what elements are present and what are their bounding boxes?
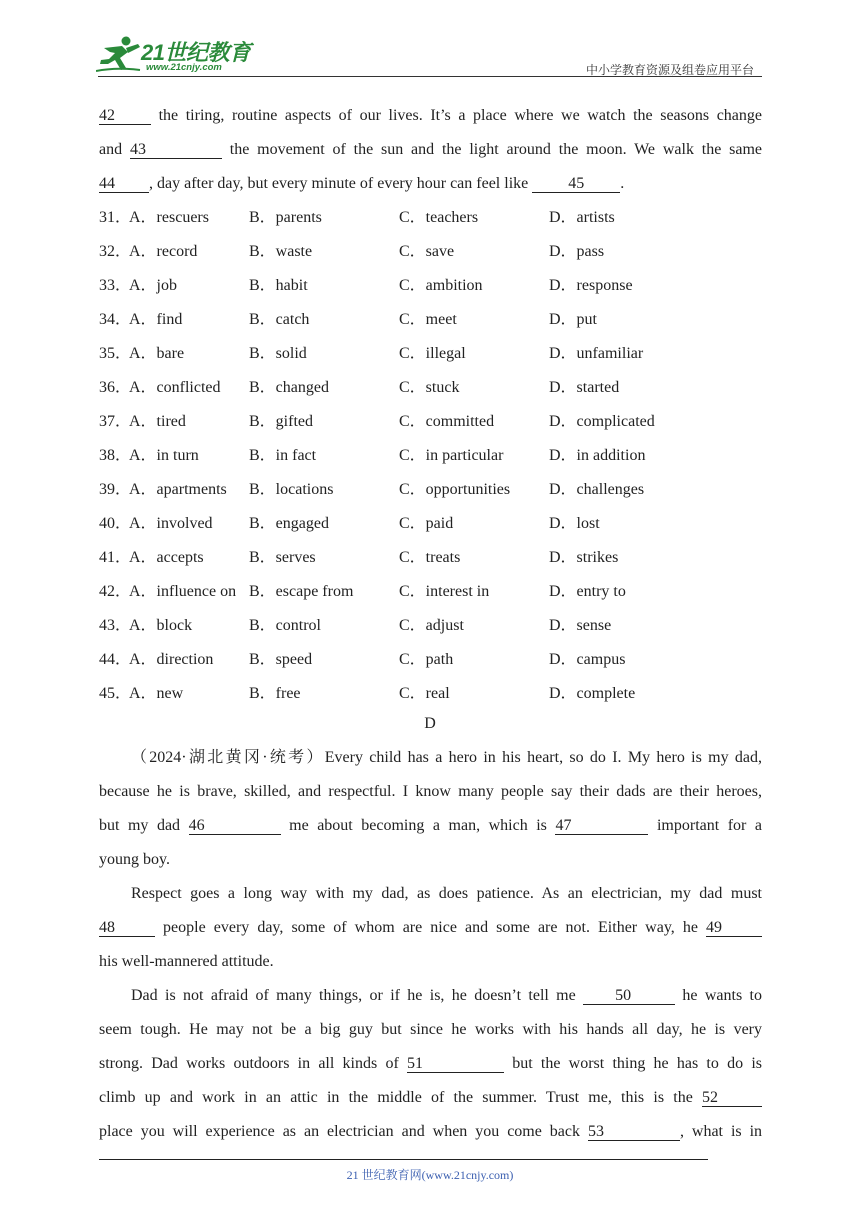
option-b[interactable]: B．catch — [249, 311, 310, 328]
passage-line: his well-mannered attitude. — [99, 953, 274, 970]
passage-line — [99, 1122, 762, 1142]
passage-text: the movement of the sun and the light around the moon. We walk the same — [221, 141, 763, 158]
logo-url: www.21cnjy.com — [146, 62, 222, 73]
section-title: D — [424, 715, 436, 732]
question-number: 44． — [99, 651, 132, 668]
option-a[interactable]: A．influence on — [129, 583, 237, 600]
question-number: 41． — [99, 549, 132, 566]
runner-icon — [96, 34, 142, 74]
passage-line — [99, 140, 762, 160]
passage-line: seem tough. He may not be a big guy but since he works with his hands all day, he is very — [99, 1021, 762, 1038]
question-number: 36． — [99, 379, 132, 396]
option-d[interactable]: D．sense — [549, 617, 612, 634]
header-divider — [98, 76, 762, 77]
passage-text: , day after day, but every minute of every hour can feel like — [149, 175, 533, 192]
footer-link[interactable]: 21 世纪教育网(www.21cnjy.com) — [346, 1168, 514, 1182]
passage-line — [99, 106, 762, 126]
blank-46: 46 — [189, 817, 281, 835]
passage-text: the tiring, routine aspects of our lives. It’s a place where we watch the seasons change — [151, 107, 762, 124]
option-c[interactable]: C．adjust — [399, 617, 464, 634]
passage-line: Respect goes a long way with my dad, as does patience. As an electrician, my dad must — [131, 885, 762, 902]
question-number: 35． — [99, 345, 132, 362]
question-row — [99, 208, 762, 228]
option-c[interactable]: C．stuck — [399, 379, 460, 396]
passage-line — [99, 174, 762, 194]
option-b[interactable]: B．habit — [249, 277, 308, 294]
option-b[interactable]: B．locations — [249, 481, 334, 498]
option-b[interactable]: B．serves — [249, 549, 316, 566]
passage-text: me about becoming a man, which is — [280, 817, 556, 834]
option-d[interactable]: D．unfamiliar — [549, 345, 644, 362]
option-c[interactable]: C．path — [399, 651, 454, 668]
option-b[interactable]: B．free — [249, 685, 301, 702]
question-number: 45． — [99, 685, 132, 702]
option-b[interactable]: B．in fact — [249, 447, 317, 464]
passage-text: climb up and work in an attic in the middle of the summer. Trust me, this is the — [99, 1089, 702, 1106]
question-number: 31． — [99, 209, 132, 226]
blank-45: 45 — [532, 175, 620, 193]
option-d[interactable]: D．started — [549, 379, 620, 396]
option-a[interactable]: A．record — [129, 243, 198, 260]
blank-49: 49 — [706, 919, 762, 937]
question-row — [99, 276, 762, 296]
passage-line: because he is brave, skilled, and respectful. I know many people say their dads are their heroes, — [99, 783, 762, 800]
blank-50: 50 — [583, 987, 675, 1005]
option-d[interactable]: D．in addition — [549, 447, 646, 464]
question-row — [99, 650, 762, 670]
passage-line — [99, 816, 762, 836]
question-row — [99, 344, 762, 364]
question-number: 34． — [99, 311, 132, 328]
option-b[interactable]: B．parents — [249, 209, 322, 226]
blank-47: 47 — [555, 817, 648, 835]
passage-line: young boy. — [99, 851, 170, 868]
option-d[interactable]: D．entry to — [549, 583, 626, 600]
option-c[interactable]: C．ambition — [399, 277, 483, 294]
option-d[interactable]: D．campus — [549, 651, 626, 668]
passage-text: people every day, some of whom are nice and some are not. Either way, he — [155, 919, 706, 936]
question-row — [99, 514, 762, 534]
passage-text: but my dad — [99, 817, 189, 834]
option-b[interactable]: B．control — [249, 617, 321, 634]
question-number: 42． — [99, 583, 132, 600]
option-a[interactable]: A．conflicted — [129, 379, 221, 396]
passage-line — [99, 918, 762, 938]
option-d[interactable]: D．lost — [549, 515, 600, 532]
option-c[interactable]: C．committed — [399, 413, 495, 430]
passage-text: he wants to — [675, 987, 763, 1004]
option-b[interactable]: B．gifted — [249, 413, 313, 430]
option-a[interactable]: A．rescuers — [129, 209, 209, 226]
option-c[interactable]: C．illegal — [399, 345, 466, 362]
option-c[interactable]: C．opportunities — [399, 481, 511, 498]
option-a[interactable]: A．block — [129, 617, 193, 634]
passage-line — [99, 986, 762, 1006]
page-header — [0, 0, 860, 80]
blank-43: 43 — [130, 141, 222, 159]
option-d[interactable]: D．complete — [549, 685, 636, 702]
blank-52: 52 — [702, 1089, 762, 1107]
question-number: 37． — [99, 413, 132, 430]
blank-53: 53 — [588, 1123, 680, 1141]
option-b[interactable]: B．engaged — [249, 515, 329, 532]
question-row — [99, 446, 762, 466]
option-c[interactable]: C．teachers — [399, 209, 479, 226]
option-c[interactable]: C．real — [399, 685, 450, 702]
option-a[interactable]: A．in turn — [129, 447, 199, 464]
option-a[interactable]: A．new — [129, 685, 184, 702]
blank-48: 48 — [99, 919, 155, 937]
question-number: 33． — [99, 277, 132, 294]
option-a[interactable]: A．find — [129, 311, 183, 328]
site-logo[interactable] — [96, 34, 261, 76]
option-a[interactable]: A．direction — [129, 651, 214, 668]
question-row — [99, 412, 762, 432]
option-c[interactable]: C．meet — [399, 311, 457, 328]
question-row — [99, 242, 762, 262]
option-d[interactable]: D．response — [549, 277, 633, 294]
question-row — [99, 310, 762, 330]
header-platform-text: 中小学教育资源及组卷应用平台 — [585, 63, 754, 77]
footer-divider — [99, 1159, 708, 1160]
blank-42: 42 — [99, 107, 151, 125]
option-b[interactable]: B．changed — [249, 379, 329, 396]
passage-text: place you will experience as an electrician and when you come back — [99, 1123, 588, 1140]
question-row — [99, 582, 762, 602]
passage-line — [99, 1088, 762, 1108]
option-a[interactable]: A．apartments — [129, 481, 227, 498]
logo-text: 21世纪教育 — [141, 40, 251, 65]
option-d[interactable]: D．put — [549, 311, 598, 328]
passage-text: strong. Dad works outdoors in all kinds of — [99, 1055, 407, 1072]
option-d[interactable]: D．pass — [549, 243, 605, 260]
question-number: 40． — [99, 515, 132, 532]
question-number: 39． — [99, 481, 132, 498]
option-a[interactable]: A．involved — [129, 515, 213, 532]
question-row — [99, 548, 762, 568]
question-number: 32． — [99, 243, 132, 260]
option-d[interactable]: D．strikes — [549, 549, 619, 566]
option-c[interactable]: C．paid — [399, 515, 454, 532]
passage-text: , what is in — [679, 1123, 763, 1140]
option-b[interactable]: B．escape from — [249, 583, 354, 600]
option-a[interactable]: A．job — [129, 277, 178, 294]
option-a[interactable]: A．tired — [129, 413, 186, 430]
passage-text: important for a — [648, 817, 763, 834]
passage-line — [99, 1054, 762, 1074]
option-c[interactable]: C．interest in — [399, 583, 490, 600]
passage-line: （2024·湖北黄冈·统考）Every child has a hero in his heart, so do I. My hero is my dad, — [131, 749, 762, 766]
blank-44: 44 — [99, 175, 149, 193]
option-b[interactable]: B．waste — [249, 243, 313, 260]
option-d[interactable]: D．challenges — [549, 481, 645, 498]
option-b[interactable]: B．speed — [249, 651, 313, 668]
option-d[interactable]: D．artists — [549, 209, 615, 226]
question-row — [99, 480, 762, 500]
passage-text: . — [620, 175, 625, 192]
question-number: 38． — [99, 447, 132, 464]
passage-text: Dad is not afraid of many things, or if he is, he doesn’t tell me — [131, 987, 584, 1004]
question-row — [99, 378, 762, 398]
passage-text: and — [99, 141, 130, 158]
option-a[interactable]: A．bare — [129, 345, 185, 362]
option-c[interactable]: C．treats — [399, 549, 461, 566]
blank-51: 51 — [407, 1055, 504, 1073]
option-a[interactable]: A．accepts — [129, 549, 204, 566]
option-b[interactable]: B．solid — [249, 345, 307, 362]
option-c[interactable]: C．in particular — [399, 447, 504, 464]
question-row — [99, 616, 762, 636]
option-c[interactable]: C．save — [399, 243, 455, 260]
option-d[interactable]: D．complicated — [549, 413, 655, 430]
question-number: 43． — [99, 617, 132, 634]
question-row — [99, 684, 762, 704]
passage-text: but the worst thing he has to do is — [504, 1055, 763, 1072]
